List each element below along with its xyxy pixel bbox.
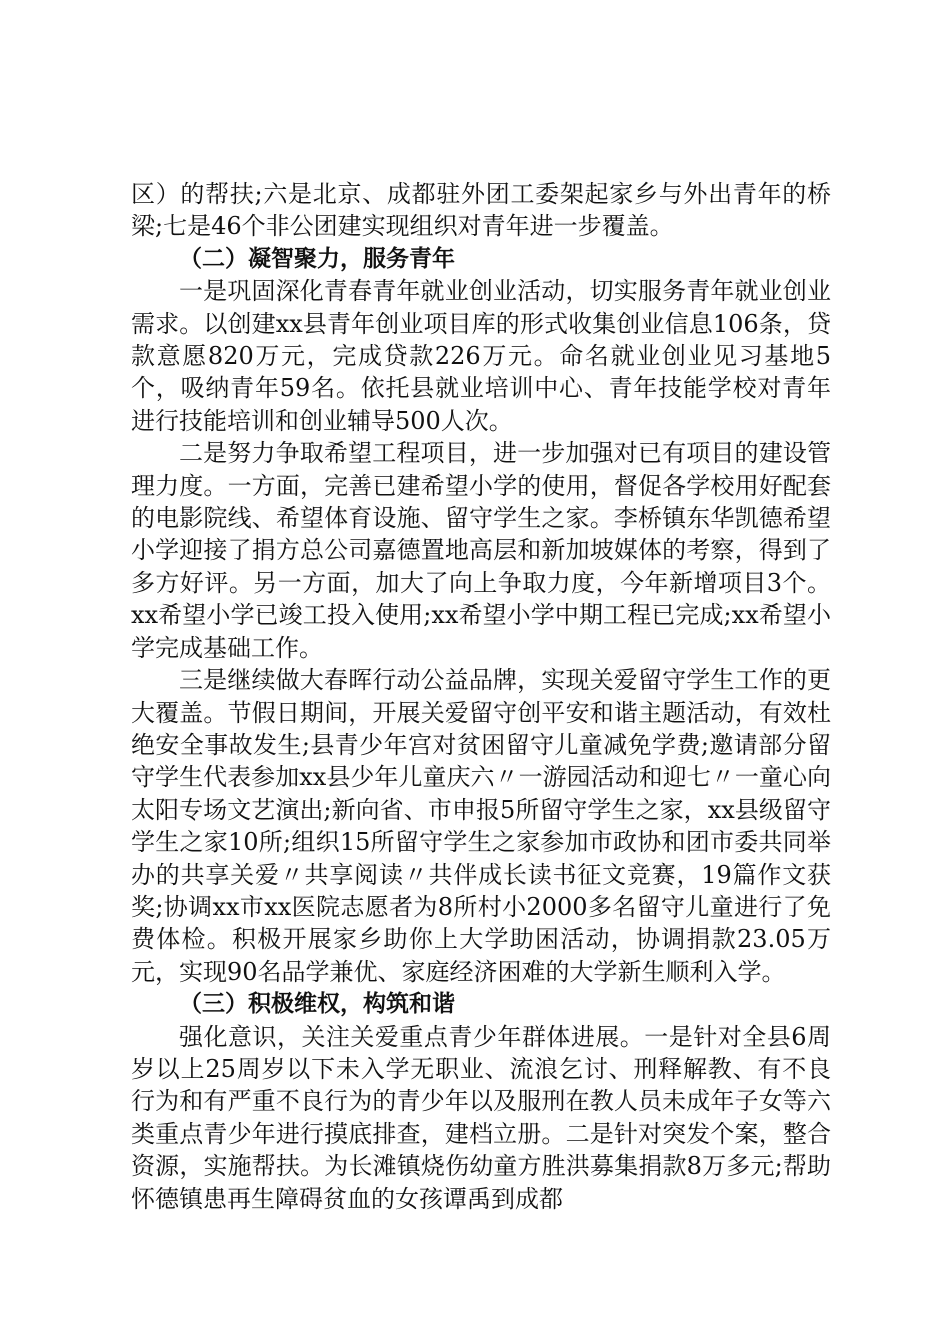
- paragraph-rights-protection: 强化意识，关注关爱重点青少年群体进展。一是针对全县6周岁以上25周岁以下未入学无职业、流浪乞讨、刑释解教、有不良行为和有严重不良行为的青少年以及服刑在教人员未成年子女等六类重点青少年进行摸底排查，建档立册。二是针对突发个案，整合资源，实施帮扶。为长滩镇烧伤幼童方胜洪募集捐款8万多元;帮助怀德镇患再生障碍贫血的女孩谭禹到成都: [131, 1022, 831, 1213]
- paragraph-hope-project: 二是努力争取希望工程项目，进一步加强对已有项目的建设管理力度。一方面，完善已建希望小学的使用，督促各学校用好配套的电影院线、希望体育设施、留守学生之家。李桥镇东华凯德希望小学迎接了捐方总公司嘉德置地高层和新加坡媒体的考察，得到了多方好评。另一方面，加大了向上争取力度，今年新增项目3个。xx希望小学已竣工投入使用;xx希望小学中期工程已完成;xx希望小学完成基础工作。: [131, 439, 831, 662]
- paragraph-left-behind-students: 三是继续做大春晖行动公益品牌，实现关爱留守学生工作的更大覆盖。节假日期间，开展关爱留守创平安和谐主题活动，有效杜绝安全事故发生;县青少年宫对贫困留守儿童减免学费;邀请部分留守学生代表参加xx县少年儿童庆六〃一游园活动和迎七〃一童心向太阳专场文艺演出;新向省、市申报5所留守学生之家，xx县级留守学生之家10所;组织15所留守学生之家参加市政协和团市委共同举办的共享关爱〃共享阅读〃共伴成长读书征文竞赛，19篇作文获奖;协调xx市xx医院志愿者为8所村小2000多名留守儿童进行了免费体检。积极开展家乡助你上大学助困活动，协调捐款23.05万元，实现90名品学兼优、家庭经济困难的大学新生顺利入学。: [131, 666, 831, 986]
- paragraph-employment: 一是巩固深化青春青年就业创业活动，切实服务青年就业创业需求。以创建xx县青年创业项目库的形式收集创业信息106条，贷款意愿820万元，完成贷款226万元。命名就业创业见习基地5个，吸纳青年59名。依托县就业培训中心、青年技能学校对青年进行技能培训和创业辅导500人次。: [131, 277, 831, 435]
- document-body: [131, 178, 831, 1215]
- paragraph-continuation: 区）的帮扶;六是北京、成都驻外团工委架起家乡与外出青年的桥梁;七是46个非公团建实现组织对青年进一步覆盖。: [131, 180, 831, 241]
- section-heading-2: （二）凝智聚力，服务青年: [179, 245, 455, 272]
- section-heading-3: （三）积极维权，构筑和谐: [179, 991, 455, 1018]
